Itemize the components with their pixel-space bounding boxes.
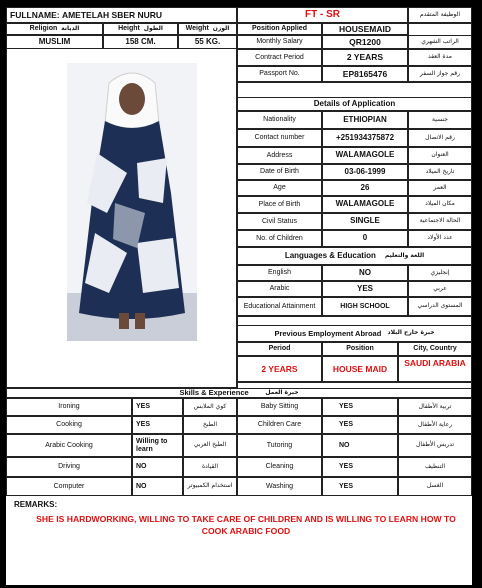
skill-label: Washing — [237, 477, 322, 496]
position-ar-blank — [408, 23, 472, 35]
detail-value: WALAMAGOLE — [322, 147, 408, 164]
skill-label: Cooking — [6, 416, 132, 434]
skill-value: YES — [322, 477, 398, 496]
position-applied-value: HOUSEMAID — [322, 23, 408, 35]
detail-label: Contact number — [237, 129, 322, 147]
skill-ar: تدريس الأطفال — [398, 434, 472, 457]
religion-label-cell — [6, 23, 103, 35]
language-label: English — [237, 265, 322, 281]
language-value: NO — [322, 265, 408, 281]
salary-ar: الراتب الشهري — [408, 35, 472, 49]
detail-ar: تاريخ الميلاد — [408, 164, 472, 180]
skill-ar: استخدام الكمبيوتر — [183, 477, 237, 496]
detail-label: Place of Birth — [237, 196, 322, 213]
period-label: Period — [237, 342, 322, 356]
detail-label: Civil Status — [237, 213, 322, 230]
skill-label: Computer — [6, 477, 132, 496]
blank-row — [237, 82, 472, 97]
contract-label: Contract Period — [237, 49, 322, 66]
position-label: Position — [322, 342, 398, 356]
languages-title-ar: اللغة والتعليم — [384, 251, 425, 259]
language-value: YES — [322, 281, 408, 297]
passport-value: EP8165476 — [322, 66, 408, 82]
skill-value: NO — [132, 477, 183, 496]
previous-period: 2 YEARS — [237, 356, 322, 382]
language-ar: إنجليزي — [408, 265, 472, 281]
height-label: Height — [118, 25, 140, 33]
weight-label-cell — [178, 23, 237, 35]
country-label: City, Country — [398, 342, 472, 356]
salary-value: QR1200 — [322, 35, 408, 49]
language-ar: عربي — [408, 281, 472, 297]
skill-value: YES — [132, 416, 183, 434]
religion-label: Religion — [29, 25, 58, 33]
detail-label: Nationality — [237, 111, 322, 129]
skill-value: YES — [322, 457, 398, 477]
skill-label: Baby Sitting — [237, 398, 322, 416]
detail-ar: رقم الاتصال — [408, 129, 472, 147]
skill-ar: القيادة — [183, 457, 237, 477]
detail-label: No. of Children — [237, 230, 322, 247]
previous-position: HOUSE MAID — [322, 356, 398, 382]
skill-ar: رعاية الأطفال — [398, 416, 472, 434]
passport-label: Passport No. — [237, 66, 322, 82]
position-ar-label: الوظيفة المتقدم — [408, 7, 472, 23]
skill-value: Willing to learn — [132, 434, 183, 457]
fullname-label: FULLNAME: — [10, 9, 60, 20]
height-ar: الطول — [143, 24, 163, 32]
previous-title-ar: خبرة خارج البلاد — [387, 329, 435, 337]
passport-ar: رقم جواز السفر — [408, 66, 472, 82]
form-code: FT - SR — [237, 7, 408, 23]
detail-value: 03-06-1999 — [322, 164, 408, 180]
weight-value: 55 KG. — [178, 35, 237, 49]
languages-title: Languages & Education — [284, 250, 376, 260]
weight-label: Weight — [185, 25, 209, 33]
skill-label: Cleaning — [237, 457, 322, 477]
skill-label: Children Care — [237, 416, 322, 434]
position-applied-label: Position Applied — [237, 23, 322, 35]
previous-country: SAUDI ARABIA — [398, 356, 472, 382]
education-ar: المستوى الدراسي — [408, 297, 472, 316]
contract-ar: مدة العقد — [408, 49, 472, 66]
fullname-value: AMETELAH SBER NURU — [61, 9, 163, 20]
remarks-label: REMARKS: — [14, 500, 58, 509]
skill-value: NO — [322, 434, 398, 457]
detail-value: ETHIOPIAN — [322, 111, 408, 129]
language-label: Arabic — [237, 281, 322, 297]
detail-label: Address — [237, 147, 322, 164]
detail-ar: العمر — [408, 180, 472, 196]
skill-value: YES — [322, 398, 398, 416]
languages-title-cell — [237, 247, 472, 265]
detail-value: SINGLE — [322, 213, 408, 230]
details-title: Details of Application — [237, 97, 472, 111]
height-value: 158 CM. — [103, 35, 178, 49]
detail-ar: مكان الميلاد — [408, 196, 472, 213]
applicant-photo — [67, 63, 197, 341]
education-value: HIGH SCHOOL — [322, 297, 408, 316]
detail-ar: جنسية — [408, 111, 472, 129]
salary-label: Monthly Salary — [237, 35, 322, 49]
skills-title-ar: خبرة العمل — [265, 388, 299, 396]
skill-value: YES — [322, 416, 398, 434]
skill-label: Tutoring — [237, 434, 322, 457]
detail-value: 26 — [322, 180, 408, 196]
skill-value: NO — [132, 457, 183, 477]
detail-value: WALAMAGOLE — [322, 196, 408, 213]
detail-value: +251934375872 — [322, 129, 408, 147]
skill-ar: الطبخ العربي — [183, 434, 237, 457]
fullname-cell — [6, 7, 237, 23]
skill-ar: التنظيف — [398, 457, 472, 477]
education-label: Educational Attainment — [237, 297, 322, 316]
skill-ar: الطبخ — [183, 416, 237, 434]
detail-label: Date of Birth — [237, 164, 322, 180]
skill-label: Driving — [6, 457, 132, 477]
detail-value: 0 — [322, 230, 408, 247]
religion-value: MUSLIM — [6, 35, 103, 49]
skill-ar: كوي الملابس — [183, 398, 237, 416]
height-label-cell — [103, 23, 178, 35]
weight-ar: الوزن — [212, 24, 230, 32]
blank-row — [237, 316, 472, 325]
previous-title: Previous Employment Abroad — [274, 328, 382, 338]
remarks-text: SHE IS HARDWORKING, WILLING TO TAKE CARE OF CHILDREN AND IS WILLING TO LEARN HOW TO COOK ARABIC FOOD — [36, 514, 456, 537]
detail-ar: عدد الأولاد — [408, 230, 472, 247]
detail-label: Age — [237, 180, 322, 196]
religion-ar: الديانة — [61, 24, 80, 32]
skill-label: Ironing — [6, 398, 132, 416]
skill-ar: تربية الأطفال — [398, 398, 472, 416]
detail-ar: العنوان — [408, 147, 472, 164]
detail-ar: الحالة الاجتماعية — [408, 213, 472, 230]
skill-value: YES — [132, 398, 183, 416]
skills-title-cell — [6, 388, 472, 398]
skill-ar: الغسل — [398, 477, 472, 496]
skill-label: Arabic Cooking — [6, 434, 132, 457]
contract-value: 2 YEARS — [322, 49, 408, 66]
skills-title: Skills & Experience — [179, 388, 249, 398]
previous-title-cell — [237, 325, 472, 342]
application-form — [6, 7, 472, 585]
